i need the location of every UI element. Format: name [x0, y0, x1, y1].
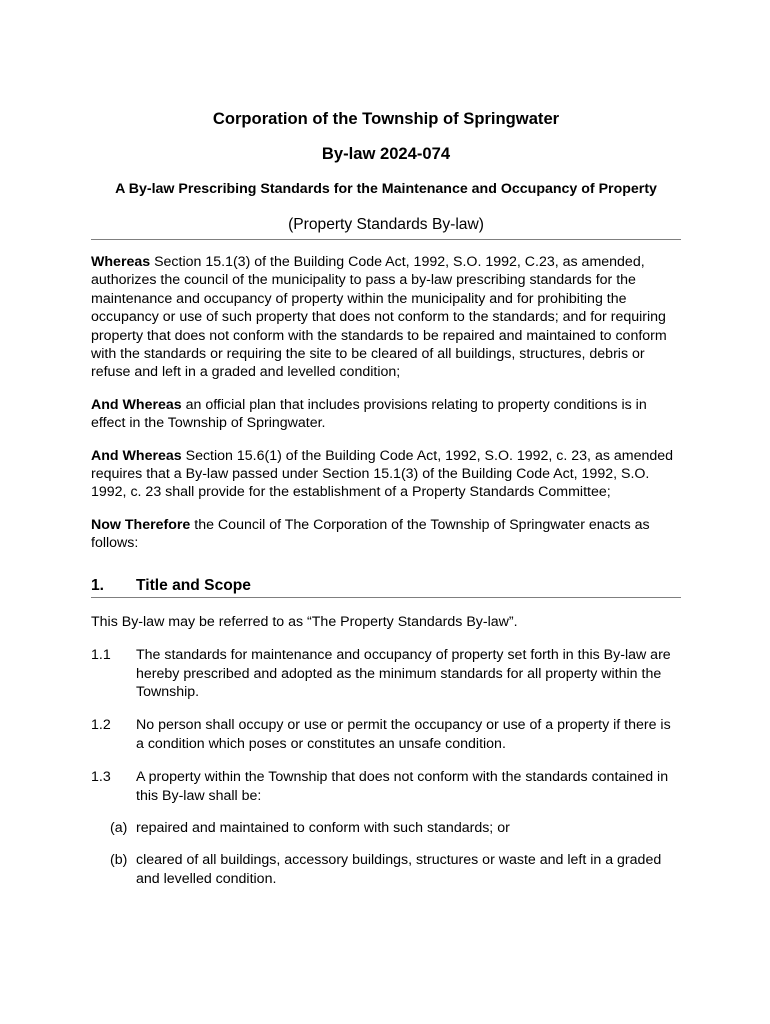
subclause-text: repaired and maintained to conform with such standards; or [136, 819, 510, 836]
section-title: Title and Scope [136, 576, 251, 594]
clause-1-3 [91, 768, 681, 805]
recital-and-whereas-committee [91, 447, 681, 502]
clause-1-2 [91, 716, 681, 753]
clause-1-1 [91, 646, 681, 701]
subclause-a [110, 819, 681, 837]
recital-text: Section 15.1(3) of the Building Code Act, 1992, S.O. 1992, C.23, as amended, authorizes the council of the municipality to pass a by-law prescribing standards for the maintenance and occupancy of property within the municipality and for prohibiting the occupancy or use of such property that does not conform to the standards; and for requiring property that does not conform with the standards to be repaired and maintained to conform with the standards or requiring the site to be cleared of all buildings, structures, debris or refuse and left in a graded and levelled condition; [91, 254, 667, 381]
recital-lead: Whereas [91, 254, 151, 270]
bylaw-subtitle: A By-law Prescribing Standards for the Maintenance and Occupancy of Property [115, 181, 657, 197]
subclause-label: (a) [110, 819, 128, 836]
clause-text: No person shall occupy or use or permit the occupancy or use of a property if there is a condition which poses or constitutes an unsafe condition. [136, 717, 671, 752]
section-number: 1. [91, 576, 105, 594]
recital-text: the Council of The Corporation of the Township of Springwater enacts as follows: [91, 516, 650, 552]
clause-text: A property within the Township that does not conform with the standards contained in this By-law shall be: [136, 769, 669, 804]
subclause-b [110, 851, 681, 888]
document-content [91, 108, 681, 888]
clause-number: 1.2 [91, 717, 111, 734]
section-1-intro: This By-law may be referred to as “The Property Standards By-law”. [91, 613, 518, 630]
subclause-label: (b) [110, 852, 128, 869]
section-1-heading [91, 576, 681, 598]
bylaw-number: By-law 2024-074 [321, 144, 451, 163]
recital-text: Section 15.6(1) of the Building Code Act, 1992, S.O. 1992, c. 23, as amended requires that a By-law passed under Section 15.1(3) of the Building Code Act, 1992, S.O. 1992, c. 23 shall provide for the establishment of a Property Standards Committee; [91, 447, 674, 501]
recital-whereas [91, 253, 681, 382]
recital-lead: And Whereas [91, 396, 182, 413]
bylaw-short-title: (Property Standards By-law) [91, 215, 681, 240]
clause-number: 1.3 [91, 769, 111, 786]
recital-and-whereas-official-plan [91, 396, 681, 433]
recital-text: an official plan that includes provisions relating to property conditions is in effect in the Township of Springwater. [91, 396, 647, 432]
recital-lead: And Whereas [91, 447, 182, 464]
document-title: Corporation of the Township of Springwater [212, 109, 560, 128]
recital-lead: Now Therefore [91, 516, 191, 533]
recital-now-therefore [91, 516, 681, 553]
subclause-text: cleared of all buildings, accessory buildings, structures or waste and left in a graded and levelled condition. [136, 852, 662, 887]
clause-text: The standards for maintenance and occupancy of property set forth in this By-law are hereby prescribed and adopted as the minimum standards for all property within the Township. [136, 647, 671, 700]
clause-number: 1.1 [91, 647, 111, 664]
